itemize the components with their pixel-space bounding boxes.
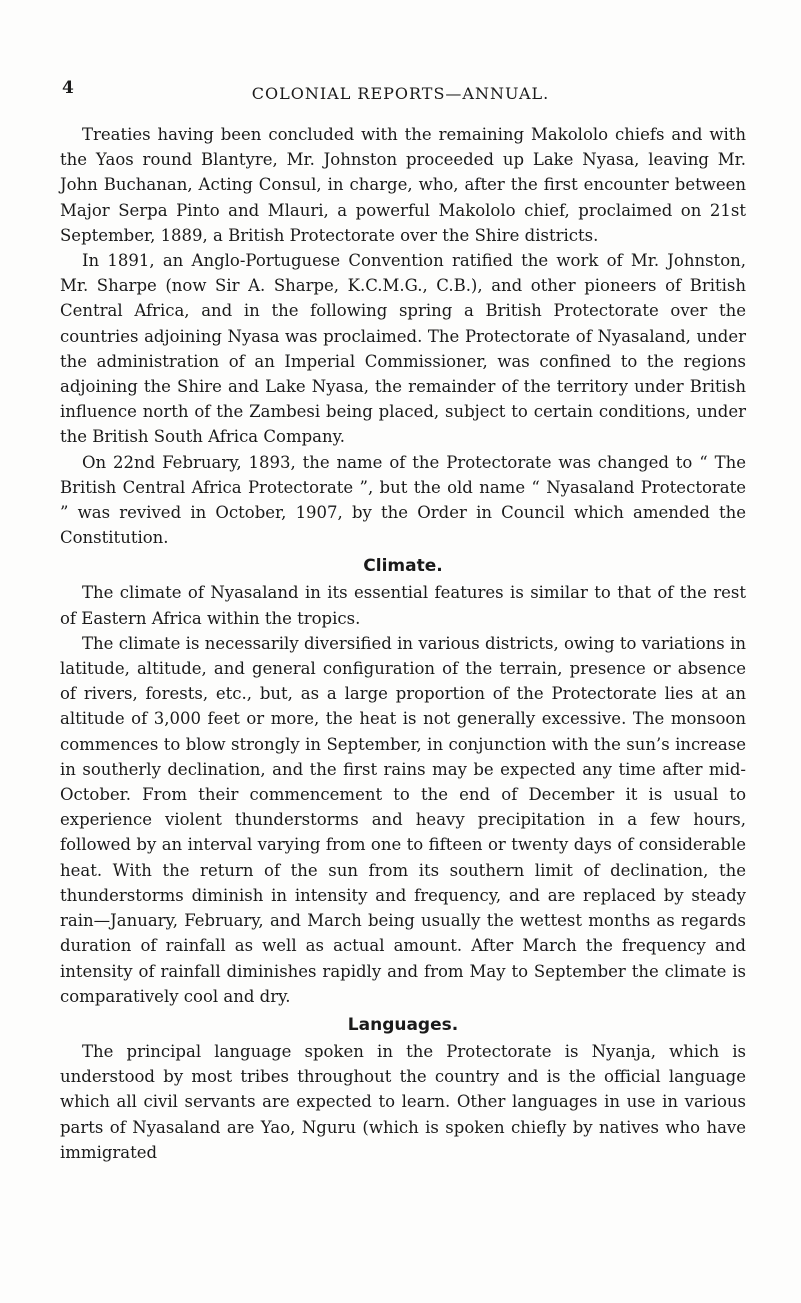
running-head: COLONIAL REPORTS—ANNUAL.: [251, 84, 550, 103]
paragraph-climate-general: The climate of Nyasaland in its essential features is similar to that of the rest of Eastern Africa within the tropics.: [60, 583, 746, 628]
paragraph-languages: The principal language spoken in the Protectorate is Nyanja, which is understood by most tribes throughout the country and is the official language which all civil servants are expected to learn. Other languages in use in various parts of Nyasaland are Yao, Nguru (which is spoken chiefly by natives who have immigrated: [60, 1041, 746, 1162]
page-number: 4: [62, 78, 74, 98]
paragraph-climate-details: The climate is necessarily diversified in various districts, owing to variations in latitude, altitude, and general configuration of the terrain, presence or absence of rivers, forests, etc., but, as a large proportion of the Protectorate lies at an altitude of 3,000 feet or more, the heat is not generally excessive. The monsoon commences to blow strongly in September, in conjunction with the sun’s increase in southerly declination, and the first rains may be expected any time after mid-October. From their commencement to the end of December it is usual to experience violent thunderstorms and heavy precipitation in a few hours, followed by an interval varying from one to fifteen or twenty days of considerable heat. With the return of the sun from its southern limit of declination, the thunderstorms diminish in intensity and frequency, and are replaced by steady rain—January, February, and March being usually the wettest months as regards duration of rainfall as well as actual amount. After March the frequency and intensity of rainfall diminishes rapidly and from May to September the climate is comparatively cool and dry.: [60, 633, 746, 1006]
body-text: [60, 122, 746, 1165]
paragraph-anglo-portuguese-convention: In 1891, an Anglo-Portuguese Convention ratified the work of Mr. Johnston, Mr. Sharpe (now Sir A. Sharpe, K.C.M.G., C.B.), and other pioneers of British Central Africa, and in the following spring a British Protectorate over the countries adjoining Nyasa was proclaimed. The Protectorate of Nyasaland, under the administration of an Imperial Commissioner, was confined to the regions adjoining the Shire and Lake Nyasa, the remainder of the territory under British influence north of the Zambesi being placed, subject to certain conditions, under the British South Africa Company.: [60, 251, 746, 447]
paragraph-protectorate-name: On 22nd February, 1893, the name of the Protectorate was changed to “ The British Central Africa Protectorate ”, but the old name “ Nyasaland Protectorate ” was revived in October, 1907, by the Order in Council which amended the Constitution.: [60, 452, 746, 548]
climate-heading: Climate.: [363, 556, 443, 577]
paragraph-treaties: Treaties having been concluded with the remaining Makololo chiefs and with the Yaos round Blantyre, Mr. Johnston proceeded up Lake Nyasa, leaving Mr. John Buchanan, Acting Consul, in charge, who, after the first encounter between Major Serpa Pinto and Mlauri, a powerful Makololo chief, proclaimed on 21st September, 1889, a British Protectorate over the Shire districts.: [60, 125, 746, 245]
languages-heading: Languages.: [347, 1014, 459, 1035]
